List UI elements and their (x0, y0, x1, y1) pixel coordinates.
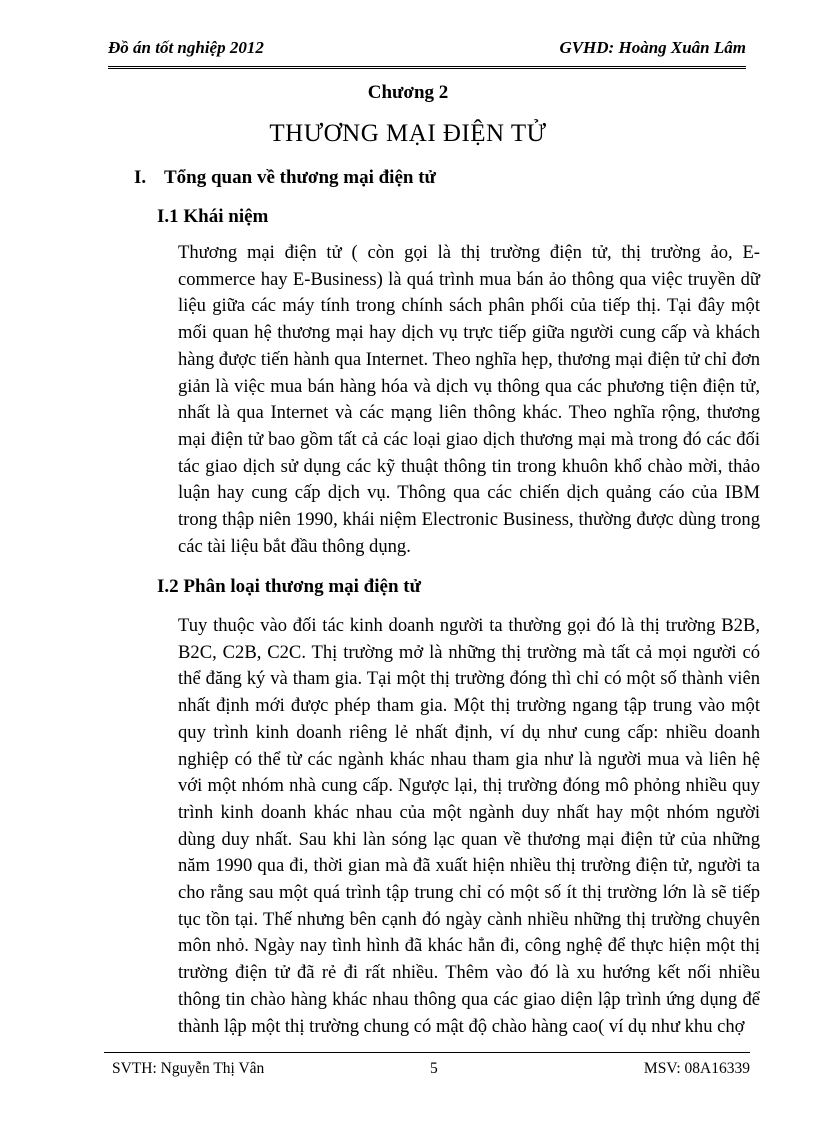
page-footer (104, 1052, 750, 1077)
section-title: Tổng quan về thương mại điện tử (164, 167, 436, 188)
header-left-text: Đồ án tốt nghiệp 2012 (108, 38, 264, 57)
section-number: I. (134, 167, 147, 188)
subsection-heading-1: I.1 Khái niệm (157, 206, 269, 227)
page-number: 5 (430, 1060, 438, 1077)
chapter-label: Chương 2 (367, 82, 449, 103)
paragraph-concept: Thương mại điện tử ( còn gọi là thị trường điện tử, thị trường ảo, E-commerce hay E-Business) là quá trình mua bán ảo thông qua việc truyền dữ liệu giữa các máy tính trong chính sách phân phối của tiếp thị. Tại đây một mối quan hệ thương mại hay dịch vụ trực tiếp giữa người cung cấp và khách hàng được tiến hành qua Internet. Theo nghĩa hẹp, thương mại điện tử chỉ đơn giản là việc mua bán hàng hóa và dịch vụ thông qua các phương tiện điện tử, nhất là qua Internet và các mạng liên thông khác. Theo nghĩa rộng, thương mại điện tử bao gồm tất cả các loại giao dịch thương mại mà trong đó các đối tác giao dịch sử dụng các kỹ thuật thông tin trong khuôn khổ chào mời, thảo luận hay cung cấp dịch vụ. Thông qua các chiến dịch quảng cáo của IBM trong thập niên 1990, khái niệm Electronic Business, thường được dùng trong các tài liệu bắt đầu thông dụng. (178, 242, 760, 557)
page-header (108, 38, 746, 69)
chapter-title: THƯƠNG MẠI ĐIỆN TỬ (269, 120, 547, 147)
section-heading (134, 167, 436, 189)
header-right-text: GVHD: Hoàng Xuân Lâm (559, 38, 746, 57)
footer-student: SVTH: Nguyễn Thị Vân (112, 1060, 265, 1077)
paragraph-classification: Tuy thuộc vào đối tác kinh doanh người ta thường gọi đó là thị trường B2B, B2C, C2B, C2C. Thị trường mở là những thị trường mà tất cả mọi người có thể đăng ký và tham gia. Tại một thị trường đóng thì chỉ có một số thành viên nhất định mới được phép tham gia. Một thị trường ngang tập trung vào một quy trình kinh doanh riêng lẻ nhất định, ví dụ như cung cấp: nhiều doanh nghiệp có thể từ các ngành khác nhau tham gia như là người mua và liên hệ với một nhóm nhà cung cấp. Ngược lại, thị trường đóng mô phỏng nhiều quy trình kinh doanh khác nhau của một ngành duy nhất hay một nhóm người dùng duy nhất. Sau khi làn sóng lạc quan về thương mại điện tử của những năm 1990 qua đi, thời gian mà đã xuất hiện nhiều thị trường điện tử, người ta cho rằng sau một quá trình tập trung chỉ có một số ít thị trường lớn là sẽ tiếp tục tồn tại. Thế nhưng bên cạnh đó ngày cành nhiều những thị trường chuyên môn nhỏ. Ngày nay tình hình đã khác hẳn đi, công nghệ để thực hiện một thị trường điện tử đã rẻ đi rất nhiều. Thêm vào đó là xu hướng kết nối nhiều thông tin chào hàng khác nhau thông qua các giao diện lập trình ứng dụng để thành lập một thị trường chung có mật độ chào hàng cao( ví dụ như khu chợ (178, 615, 760, 1037)
footer-student-id: MSV: 08A16339 (643, 1060, 750, 1077)
subsection-heading-2: I.2 Phân loại thương mại điện tử (157, 576, 422, 597)
